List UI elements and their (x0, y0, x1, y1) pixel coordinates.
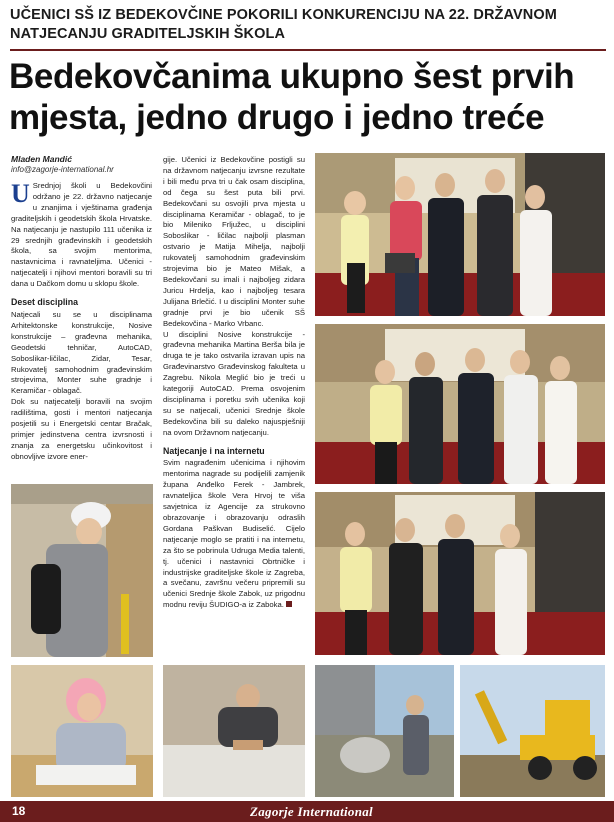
second-third-paragraph: U disciplini Nosive konstrukcije - građevna mehanika Martina Berša bila je druga te je tako ostvarila izravan upis na Građevinarstvo Građevinskog fakulteta u Zagrebu. Nikola Meglić bio je treći u kategoriji AutoCAD. Prema osvojenim disciplinama i poretku svih učenika koji su se natjecali, učenici Srednje škole Bedekovčina bili su daleko najuspješniji na ovom Državnom natjecanju. (163, 329, 305, 437)
author-email[interactable]: info@zagorje-international.hr (11, 165, 114, 174)
disciplines-paragraph: Natjecali su se u disciplinama Arhitektonske konstrukcije, Nosive konstrukcije – građevna mehanika, Geodetski tehničar, AutoCAD, Soboslikar-ličilac, Zidar, Tesar, Rukovatelj samohodnim građevinskim strojevima, Monter suhe gradnje i Keramičar - oblagač. (11, 309, 152, 396)
end-mark (286, 601, 292, 607)
awards-text: Svim nagrađenim učenicima i njihovim mentorima nagrade su podijelili zamjenik župana Anđelko Ferek - Jambrek, ravnateljica škole Vera Hrvoj te viša savjetnica iz Agencije za strukovno obrazovanje i obrazovanju odraslih Gordana Paškvan Budiselić. Cijelo natjecanje moglo se pratiti i na internetu, za što se pobrinula Udruga Media talenti, tj. učenici i nastavnici Obrtničke i industrijske graditeljske škole iz Zagreba, a svečanu, završnu večeru pripremili su učenici Srednje škole Zabok, uz prigodnu modnu reviju ŠUDIGO-a iz Zaboka. (163, 458, 305, 610)
magazine-brand: Zagorje International (250, 804, 373, 819)
intro-paragraph (11, 181, 152, 290)
results-paragraph: gije. Učenici iz Bedekovčine postigli su na državnom natjecanju izvrsne rezultate i bili među prva tri u čak osam disciplina, od čega su šest puta bili prvi. Bedekovčani su osvojili prva mjesta u disciplinama Keramičar - oblagač, to je bio Mileniko Frljužec, u disciplini Soboslikar - ličilac najbolji plasman ostvario je Matija Mihelja, najbolji rukovatelj samohodnim građevinskim strojevima bio je Mateo Mišak, a Bedekovčani su imali i najboljeg zidara Juricu Hrdelja, kao i najboljeg tesara Julijana Brlečić. I u disciplini Monter suhe gradnje prvi je bio učenik SŠ Bedekovčina - Marko Vrbanc. (163, 155, 305, 328)
photo-student-measuring (163, 665, 305, 797)
visit-paragraph: Dok su natjecatelji boravili na svojim radilištima, gosti i mentori natjecanja posjetili su i Energetski centar Bračak, primjer jedinstvena centra izvrsnosti i znanja za energetsku učinkovitost i obnovljive izvore ener- (11, 397, 152, 461)
photo-outdoor-workers (315, 665, 454, 797)
page-number: 18 (12, 804, 26, 818)
kicker-divider (10, 49, 606, 51)
intro-text: Srednjoj školi u Bedekovčini održano je 22. državno natjecanje u znanjima i vještinama građenja graditeljskih i geodetskih škola Hrvatske. Na natjecanju je nastupilo 111 učenika iz 29 srednjih građevinskih i geodetskih škola, sa svojim mentorima, nastavnicima i ravnateljima. Učenici - natjecatelji i njihovi mentori boravili su tri dana u Dačkom domu u sklopu škole. (11, 181, 152, 289)
photo-award-ceremony-3 (315, 492, 605, 655)
photo-award-ceremony-1 (315, 153, 605, 316)
photo-student-builder (11, 484, 153, 657)
subheading-internet: Natjecanje i na internetu (163, 445, 265, 456)
photo-award-ceremony-2 (315, 324, 605, 484)
article-column-2 (163, 155, 305, 611)
article-column-1 (11, 181, 152, 463)
kicker-title: UČENICI SŠ IZ BEDEKOVČINE POKORILI KONKURENCIJU NA 22. DRŽAVNOM NATJECANJU GRADITELJSKIH ŠKOLA (10, 7, 557, 42)
awards-paragraph (163, 458, 305, 611)
author-name: Mladen Mandić (11, 154, 72, 164)
photo-student-drawing (11, 665, 153, 797)
page-footer (0, 801, 614, 822)
photo-excavator (460, 665, 605, 797)
subheading-disciplines: Deset disciplina (11, 297, 78, 308)
drop-cap: U (11, 179, 30, 208)
headline: Bedekovčanima ukupno šest prvih mjesta, jedno drugo i jedno treće (9, 57, 575, 137)
